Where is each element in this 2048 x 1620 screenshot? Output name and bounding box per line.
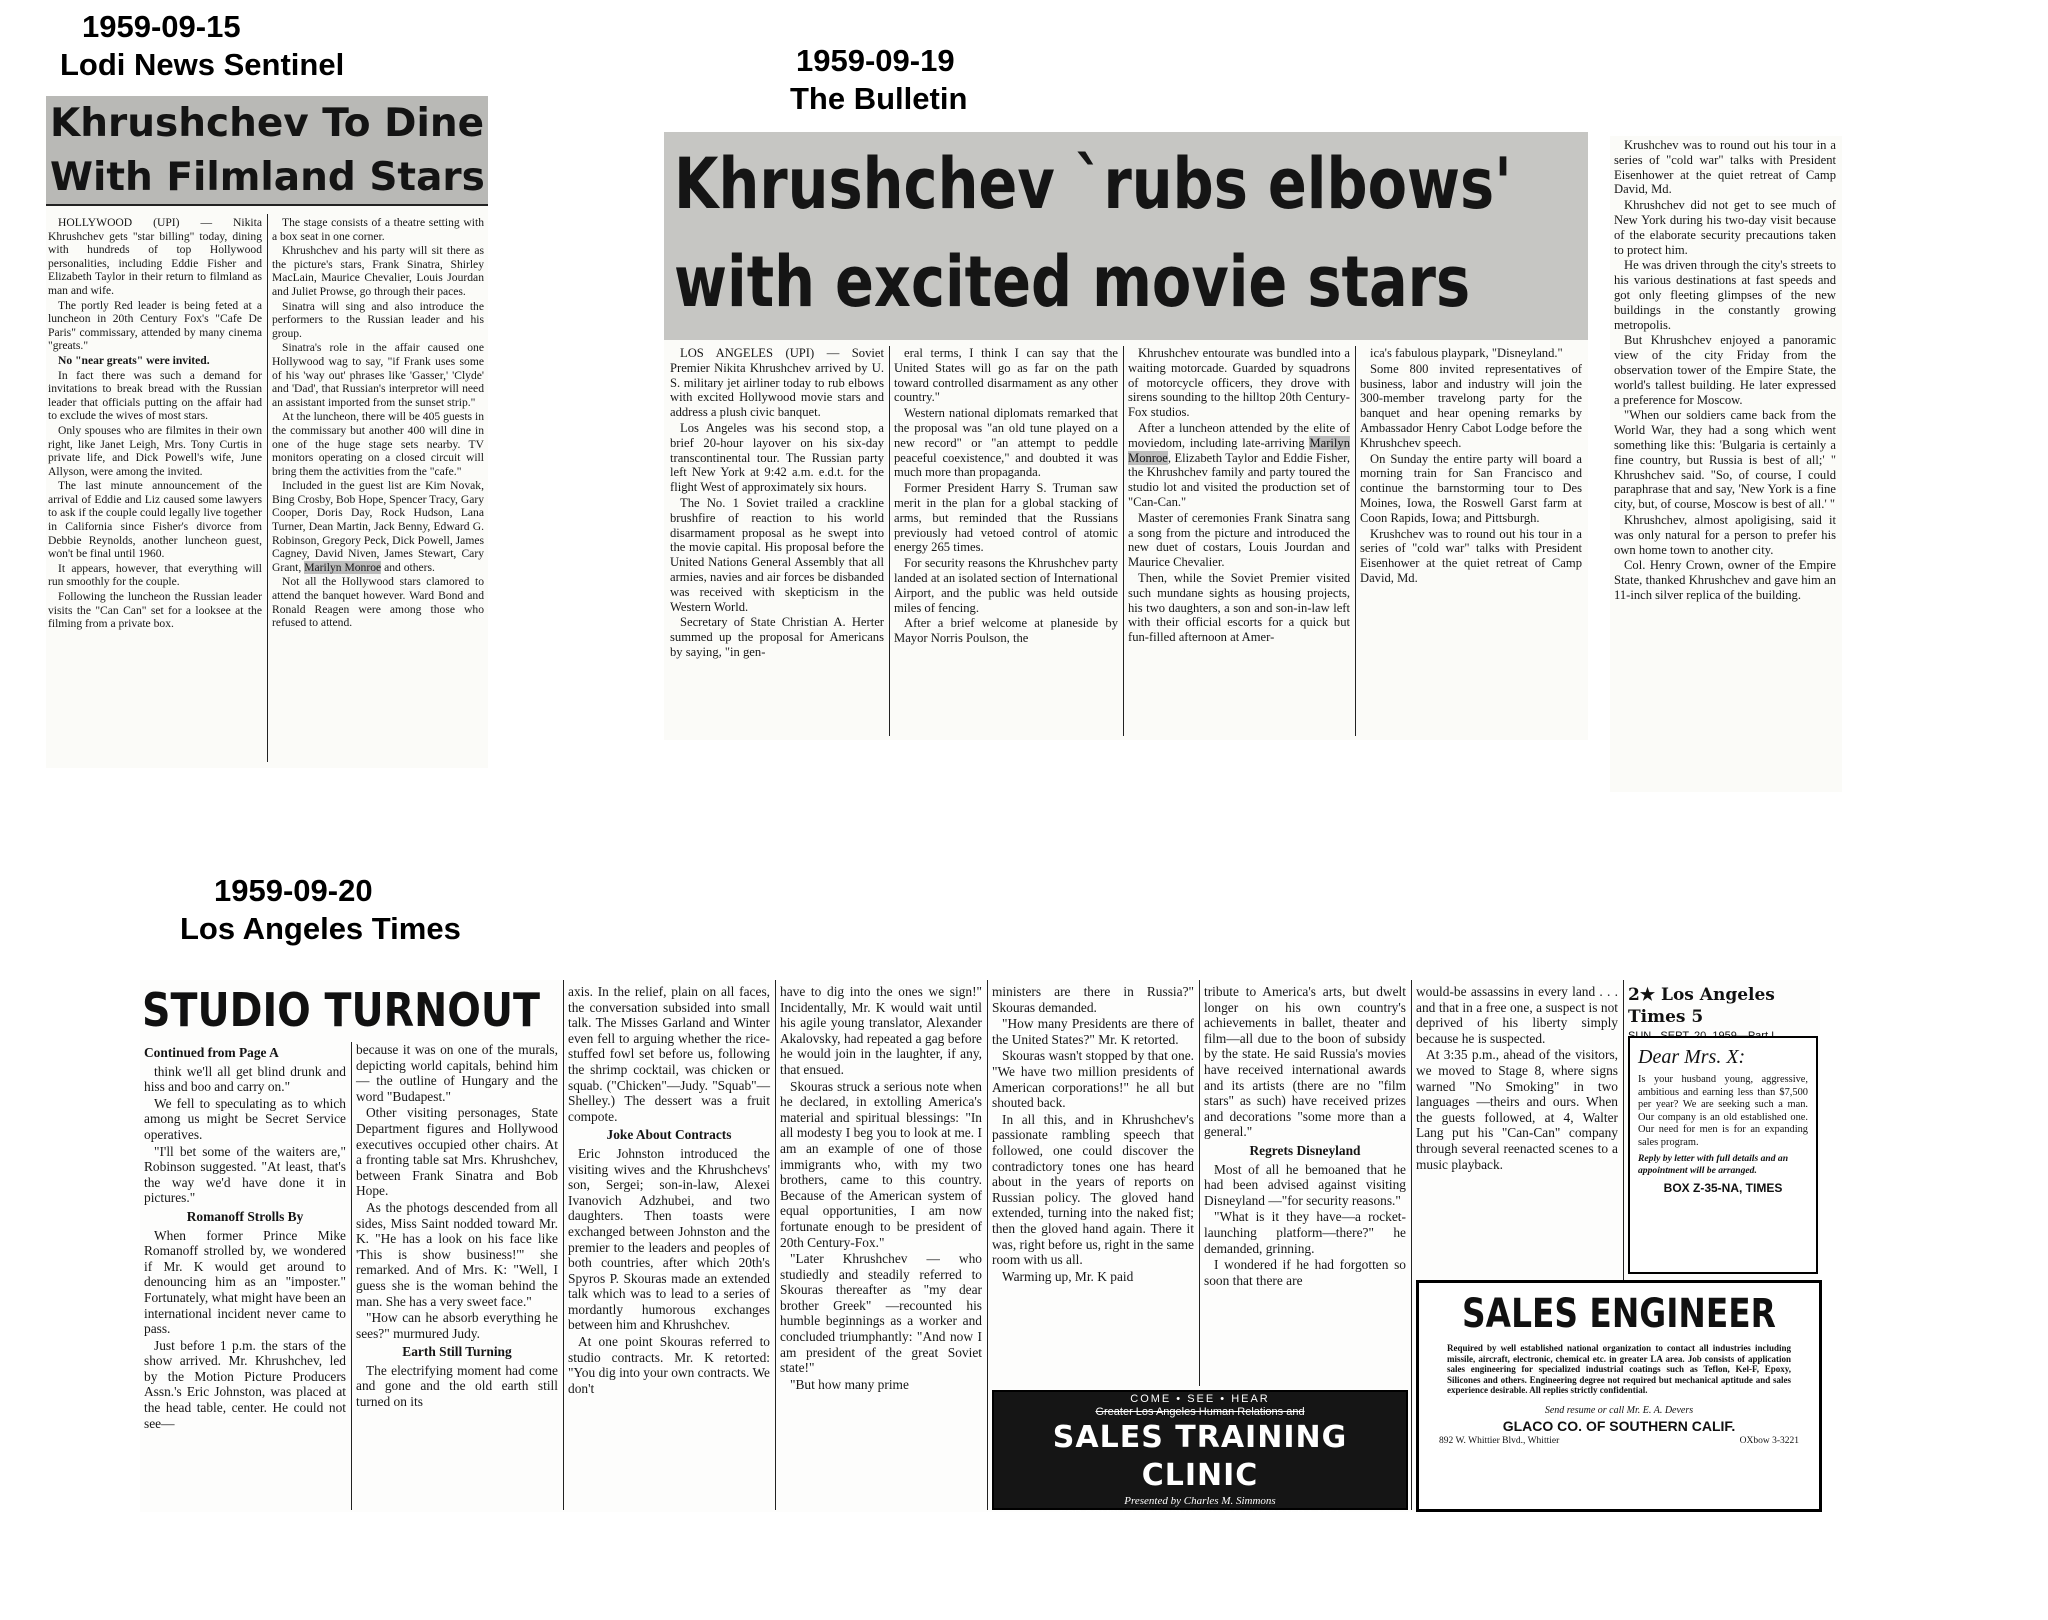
- sales-training-clinic-ad: [992, 1390, 1408, 1532]
- latimes-column-4: [780, 984, 982, 1510]
- highlighted-name: Marilyn Monroe: [304, 560, 382, 574]
- latimes-column-7: [1416, 984, 1618, 1274]
- paragraph: We fell to speculating as to which among us might be Secret Service operatives.: [144, 1095, 346, 1142]
- paragraph: Western national diplomats remarked that the proposal was "an old tune played on a new record" or "an attempt to peddle peaceful coexistence," and doubted it was much more than propaganda.: [894, 406, 1118, 480]
- paragraph: LOS ANGELES (UPI) — Soviet Premier Nikita Khrushchev arrived by U. S. military jet airliner today to rub elbows with excited Hollywood movie stars and address a plush civic banquet.: [670, 346, 884, 420]
- paragraph: In all this, and in Khrushchev's passionate rambling speech that followed, one could discover the contradictory tones one has heard about in the years of reports on Russian policy. The gloved hand extended, turning into the naked fist; then the gloved hand again. There it was, right before us, right in the same room with us all.: [992, 1111, 1194, 1268]
- paragraph: Some 800 invited representatives of business, labor and industry will join the 300-member travelong party for the banquet and hear opening remarks by Ambassador Henry Cabot Lodge before the Khrushchev speech.: [1360, 361, 1582, 450]
- paragraph: On Sunday the entire party will board a morning train for San Francisco and continue the barnstorming tour to Des Moines, Iowa, the Roswell Garst farm at Coon Rapids, Iowa; and Pittsburgh.: [1360, 451, 1582, 525]
- highlighted-name: Marilyn Monroe: [1128, 435, 1350, 465]
- paragraph: He was driven through the city's streets to his various destinations at fast speeds and got only fleeting glimpses of the new buildings in the constantly growing metropolis.: [1614, 258, 1836, 332]
- paragraph: have to dig into the ones we sign!" Incidentally, Mr. K would wait until his agile young translator, Alexander Akalovsky, had repeated a gag before he would join in the laughter, if any, that ensued.: [780, 984, 982, 1077]
- subhead: Joke About Contracts: [606, 1127, 732, 1143]
- clinic-title: SALES TRAINING CLINIC: [1052, 1420, 1348, 1493]
- masthead-title: 2★ Los Angeles Times 5: [1628, 985, 1775, 1027]
- paragraph: Just before 1 p.m. the stars of the show arrived. Mr. Khrushchev, led by the Motion Picture Producers Assn.'s Eric Johnston, was placed at the head table, center. He could not see—: [144, 1337, 346, 1431]
- paragraph: Included in the guest list are Kim Novak, Bing Crosby, Bob Hope, Spencer Tracy, Gary Cooper, Doris Day, Rock Hudson, Lana Turner, Dean Martin, Jack Benny, Edward G. Robinson, Gregory Peck, Dick Powell, James Cagney, David Niven, James Stewart, Cary Grant, Marilyn Monroe and others.: [272, 479, 484, 574]
- bulletin-side-column: [1614, 138, 1836, 788]
- bulletin-column-4: [1360, 346, 1582, 738]
- paragraph: ministers are there in Russia?" Skouras demanded.: [992, 984, 1194, 1015]
- caption-paper: The Bulletin: [790, 81, 968, 116]
- paragraph: For security reasons the Khrushchev party landed at an isolated section of International Airport, and the public was held outside miles of fencing.: [894, 556, 1118, 615]
- paragraph: "I'll bet some of the waiters are," Robinson suggested. "At least, that's the way we'd have done it in pictures.": [144, 1143, 346, 1206]
- paragraph: "But how many prime: [790, 1376, 909, 1392]
- headline-line: With Filmland Stars: [50, 155, 485, 200]
- paragraph: axis. In the relief, plain on all faces, the conversation subsided into small talk. The Misses Garland and Winter even fell to arguing whether the rice-stuffed fowl set before us, following the shrimp cocktail, was chicken or squab. ("Chicken"—Judy. "Squab"—Shelley.) The dessert was a fruit compote.: [568, 984, 770, 1124]
- latimes-clipping: [140, 980, 1820, 1532]
- bulletin-continuation: [1610, 136, 1842, 792]
- clinic-info-2: or see the large ad on pages 10 and 11, part 1A: [1094, 1521, 1306, 1532]
- latimes-column-6: [1204, 984, 1406, 1384]
- headline-line: with excited movie stars: [674, 241, 1471, 323]
- paragraph: Skouras wasn't stopped by that one. "We have two million presidents of American corporations!" he all but shouted back.: [992, 1048, 1194, 1111]
- paragraph: At one point Skouras referred to studio contracts. Mr. K retorted: "You dig into your own contracts. We don't: [568, 1334, 770, 1396]
- engineer-footer: [1419, 1435, 1819, 1447]
- bulletin-column-3: [1128, 346, 1350, 738]
- paragraph: After a luncheon attended by the elite of moviedom, including late-arriving Marilyn Monroe, Elizabeth Taylor and Eddie Fisher, the Khrushchev family and party toured the studio lot and visited the production set of "Can-Can.": [1128, 420, 1350, 509]
- paragraph: Then, while the Soviet Premier visited such mundane sights as housing projects, his two daughters, a son and son-in-law left with their official escorts for a quick but fun-filled afternoon at Amer-: [1128, 570, 1350, 645]
- paragraph: Eric Johnston introduced the visiting wives and the Khrushchevs' son, Sergei; son-in-law, Alexei Ivanovich Adzhubei, and two daughters. Then toasts were exchanged between Johnston and the premier to the leaders and peoples of both countries, after which 20th's Spyros P. Skouras made an extended talk which was to lead to a series of mordantly humorous exchanges between him and Khrushchev.: [568, 1145, 770, 1333]
- paragraph: It appears, however, that everything will run smoothly for the couple.: [48, 561, 262, 589]
- classified-box: BOX Z-35-NA, TIMES: [1663, 1181, 1783, 1195]
- caption-bulletin: [790, 42, 1030, 118]
- paragraph: After a brief welcome at planeside by Mayor Norris Poulson, the: [894, 616, 1118, 646]
- paragraph: In fact there was such a demand for invitations to break bread with the Russian leader that officials putting on the affair had to exclude the wives of most stars.: [48, 368, 262, 423]
- paragraph: Most of all he bemoaned that he had been advised against visiting Disneyland —"for security reasons.": [1204, 1161, 1406, 1208]
- engineer-phone: OXbow 3-3221: [1739, 1435, 1799, 1446]
- paragraph: Only spouses who are filmites in their own right, like Janet Leigh, Mrs. Tony Curtis in private life, and Dick Powell's wife, June Allyson, were among the invited.: [48, 423, 262, 478]
- paragraph: because it was on one of the murals, depicting world capitals, behind him — the outline of Hungary and the word "Budapest.": [356, 1042, 558, 1104]
- paragraph: tribute to America's arts, but dwelt longer on his own country's achievements in ballet, theater and film—all due to the boon of subsidy by the state. He said Russia's movies have received international awards and its artists (there are no "film stars" as such) have received prizes and decorations "some more than a general.": [1204, 984, 1406, 1140]
- paragraph: Khrushchev and his party will sit there as the picture's stars, Frank Sinatra, Shirley MacLain, Maurice Chevalier, Louis Jourdan and Juliet Prowse, go through their paces.: [272, 244, 484, 298]
- paragraph: As the photogs descended from all sides, Miss Saint nodded toward Mr. K. "He has a look on his face like 'This is show business!'" she remarked. And of Mrs. K: "Well, I guess she is the woman behind the man. She has a very sweet face.": [356, 1199, 558, 1309]
- caption-latimes: [180, 872, 520, 948]
- caption-date: 1959-09-19: [796, 43, 955, 78]
- paragraph: No "near greats" were invited.: [58, 353, 210, 367]
- clinic-top: COME • SEE • HEAR: [1130, 1393, 1270, 1405]
- headline-line: Khrushchev To Dine: [50, 101, 485, 146]
- engineer-title: SALES ENGINEER: [1462, 1291, 1776, 1337]
- paragraph: "How many Presidents are there of the United States?" Mr. K retorted.: [992, 1016, 1194, 1047]
- lodi-column-2: [272, 216, 484, 764]
- paragraph: think we'll all get blind drunk and hiss and boo and carry on.": [144, 1063, 346, 1095]
- paragraph: HOLLYWOOD (UPI) — Nikita Khrushchev gets "star billing" today, dining with hundreds of top Hollywood personalities, including Eddie Fisher and Elizabeth Taylor in their return to filmland as man and wife.: [48, 216, 262, 297]
- paragraph: When former Prince Mike Romanoff strolled by, we wondered if Mr. K would get around to denouncing him as an "imposter." Fortunately, what might have been an international incident never came to pass.: [144, 1227, 346, 1337]
- paragraph: "What is it they have—a rocket-launching platform—there?" he demanded, grinning.: [1204, 1209, 1406, 1256]
- paragraph: At 3:35 p.m., ahead of the visitors, we moved to Stage 8, where signs warned "No Smoking" in two languages —theirs and ours. When the guests followed, at 4, Walter Lang put his "Can-Can" company through several reenacted scenes to a music playback.: [1416, 1047, 1618, 1172]
- classified-reply: Reply by letter with full details and an appointment will be arranged.: [1638, 1153, 1789, 1176]
- bulletin-column-2: [894, 346, 1118, 738]
- subhead: Earth Still Turning: [402, 1344, 512, 1360]
- classified-body: Is your husband young, aggressive, ambitious and earning less than $7,500 per year? We are seeking such a man. Our company is an old established one. Our need for men is for an expanding sales program.: [1638, 1074, 1808, 1148]
- paragraph: would-be assassins in every land . . . and that in a free one, a suspect is not deprived of his liberty simply because he is suspected.: [1416, 984, 1618, 1046]
- paragraph: ica's fabulous playpark, "Disneyland.": [1370, 346, 1563, 360]
- paragraph: The portly Red leader is being feted at a luncheon in 20th Century Fox's "Cafe De Paris" commissary, attended by many cinema "greats.": [48, 298, 262, 353]
- paragraph: Skouras struck a serious note when he declared, in extolling America's material and spiritual blessings: "In all modesty I beg you to look at me. I am an example of one of those immigrants who, with my two brothers, came to this country. Because of the American system of equal opportunities, I am now fortunate enough to be president of 20th Century-Fox.": [780, 1078, 982, 1250]
- paragraph: Following the luncheon the Russian leader visits the "Can Can" set for a looksee at the filming from a private box.: [48, 590, 262, 631]
- lodi-clipping: [46, 96, 488, 768]
- caption-lodi: [60, 8, 390, 84]
- caption-date: 1959-09-20: [214, 873, 373, 908]
- lodi-headline: [46, 96, 488, 204]
- paragraph: "Later Khrushchev — who studiedly and steadily referred to Skouras thereafter as "my dear brother Greek" —recounted his humble beginnings as a worker and concluded triumphantly: "And now I am president of the great Soviet state!": [780, 1251, 982, 1376]
- latimes-column-1: [144, 1042, 346, 1510]
- paragraph: At the luncheon, there will be 405 guests in the commissary but another 400 will dine in one of the huge stage sets nearby. TV monitors operating on a closed circuit will bring them the activities from the "cafe.": [272, 410, 484, 478]
- paragraph: I wondered if he had forgotten so soon that there are: [1204, 1257, 1406, 1288]
- engineer-body: Required by well established national organization to contact all industries including missile, aircraft, electronic, chemical etc. in greater LA area. Job consists of application sales engineering for specialized industrial coatings such as Teflon, Kel-F, Epoxy, Silicones and others. Engineering degree not required but mechanical aptitude and sales experience desirable. All replies strictly confidential.: [1447, 1343, 1791, 1396]
- clinic-sub: Greater Los Angeles Human Relations and: [1095, 1406, 1305, 1418]
- latimes-column-5: [992, 984, 1194, 1384]
- caption-paper: Lodi News Sentinel: [60, 47, 345, 82]
- paragraph: eral terms, I think I can say that the United States will go as far on the path toward controlled disarmament as any other country.": [894, 346, 1118, 405]
- latimes-column-3: [568, 984, 770, 1510]
- sales-engineer-ad: [1416, 1280, 1822, 1512]
- paragraph: But Khrushchev enjoyed a panoramic view of the city Friday from the observation tower of the Empire State, the world's tallest building. He later expressed a preference for Moscow.: [1614, 333, 1836, 407]
- paragraph: Master of ceremonies Frank Sinatra sang a song from the picture and introduced the new duet of costars, Louis Jourdan and Maurice Chevalier.: [1128, 510, 1350, 570]
- engineer-contact: Send resume or call Mr. E. A. Devers: [1544, 1404, 1694, 1416]
- paragraph: Los Angeles was his second stop, a brief 20-hour layover on his six-day transcontinental tour. The Russian party left New York at 9:42 a.m. e.d.t. for the flight West of approximately six hours.: [670, 420, 884, 495]
- clinic-info: FOR COMPLETE INFORMATION, CALL WEBSTER 1-1251: [1059, 1508, 1341, 1520]
- paragraph: Sinatra will sing and also introduce the performers to the Russian leader and his group.: [272, 299, 484, 340]
- clinic-presenter: Presented by Charles M. Simmons: [1124, 1495, 1276, 1507]
- paragraph: "When our soldiers came back from the World War, they had a song which went something like this: 'Bulgaria is certainly a fine country, but Russia is best of all;' " Khrushchev said. "So, of course, I could paraphrase that and say, 'New York is a fine city, but, of course, Moscow is best of all.' ": [1614, 408, 1836, 512]
- subhead: Regrets Disneyland: [1249, 1142, 1361, 1158]
- paragraph: Khrushchev did not get to see much of New York during his two-day visit because of the elaborate security precautions taken to protect him.: [1614, 198, 1836, 257]
- latimes-headline: STUDIO TURNOUT: [142, 983, 540, 1037]
- paragraph: The electrifying moment had come and gone and the old earth still turned on its: [356, 1362, 558, 1410]
- paragraph: Former President Harry S. Truman saw merit in the plan for a global stacking of arms, but reminded that the Russians previously had vetoed control of atomic energy 265 times.: [894, 481, 1118, 555]
- engineer-company: GLACO CO. OF SOUTHERN CALIF.: [1502, 1417, 1736, 1434]
- paragraph: Khrushchev, almost apoligising, said it was only natural for a person to prefer his own home town to another city.: [1614, 512, 1836, 557]
- bulletin-headline: [664, 132, 1588, 340]
- headline-line: Khrushchev `rubs elbows': [674, 143, 1512, 225]
- classified-ad: [1628, 1036, 1818, 1274]
- paragraph: Not all the Hollywood stars clamored to attend the banquet however. Ward Bond and Ronald Reagen were among those who refused to attend.: [272, 575, 484, 630]
- paragraph: Sinatra's role in the affair caused one Hollywood wag to say, "if Frank uses some of his 'way out' phrases like 'Gasser,' 'Clyde' and 'Dad', that Russian's interpretor will need an assistant imported from the sunset strip.": [272, 341, 484, 409]
- paragraph: Krushchev was to round out his tour in a series of "cold war" talks with President Eisenhower at the quiet retreat of Camp David, Md.: [1360, 526, 1582, 585]
- lodi-column-1: [48, 216, 262, 764]
- subhead: Continued from Page A: [144, 1045, 279, 1060]
- paragraph: The No. 1 Soviet trailed a crackline brushfire of reaction to his world disarmament proposal as he swept into the movie capital. His proposal before the United Nations General Assembly that all armies, navies and air forces be disbanded was received with skepticism in the Western World.: [670, 495, 884, 614]
- latimes-column-2: [356, 1042, 558, 1510]
- bulletin-column-1: [670, 346, 884, 738]
- paragraph: The stage consists of a theatre setting with a box seat in one corner.: [272, 216, 484, 243]
- engineer-address: 892 W. Whittier Blvd., Whittier: [1439, 1435, 1560, 1446]
- paragraph: Warming up, Mr. K paid: [1002, 1268, 1134, 1284]
- paragraph: Col. Henry Crown, owner of the Empire State, thanked Khrushchev and gave him an 11-inch silver replica of the building.: [1614, 558, 1836, 602]
- caption-date: 1959-09-15: [82, 9, 241, 44]
- paragraph: The last minute announcement of the arrival of Eddie and Liz caused some lawyers to ask if the couple could legally live together in California since Fisher's divorce from Debbie Reynolds, another luncheon guest, won't be final until 1960.: [48, 479, 262, 561]
- subhead: Romanoff Strolls By: [186, 1208, 304, 1224]
- paragraph: "How can he absorb everything he sees?" murmured Judy.: [356, 1310, 558, 1341]
- bulletin-clipping: [664, 132, 1588, 740]
- paragraph: Secretary of State Christian A. Herter summed up the proposal for Americans by saying, "in gen-: [670, 615, 884, 659]
- paragraph: Krushchev was to round out his tour in a series of "cold war" talks with President Eisenhower at the quiet retreat of Camp David, Md.: [1614, 138, 1836, 197]
- paragraph: Other visiting personages, State Department figures and Hollywood executives occupied other chairs. At a fronting table sat Mrs. Khrushchev, between Frank Sinatra and Bob Hope.: [356, 1105, 558, 1199]
- classified-salutation: Dear Mrs. X:: [1638, 1046, 1746, 1068]
- paragraph: Khrushchev entourate was bundled into a waiting motorcade. Guarded by squadrons of motorcycle officers, they drove with sirens sounding to the hilltop 20th Century-Fox studios.: [1128, 346, 1350, 420]
- caption-paper: Los Angeles Times: [180, 911, 461, 946]
